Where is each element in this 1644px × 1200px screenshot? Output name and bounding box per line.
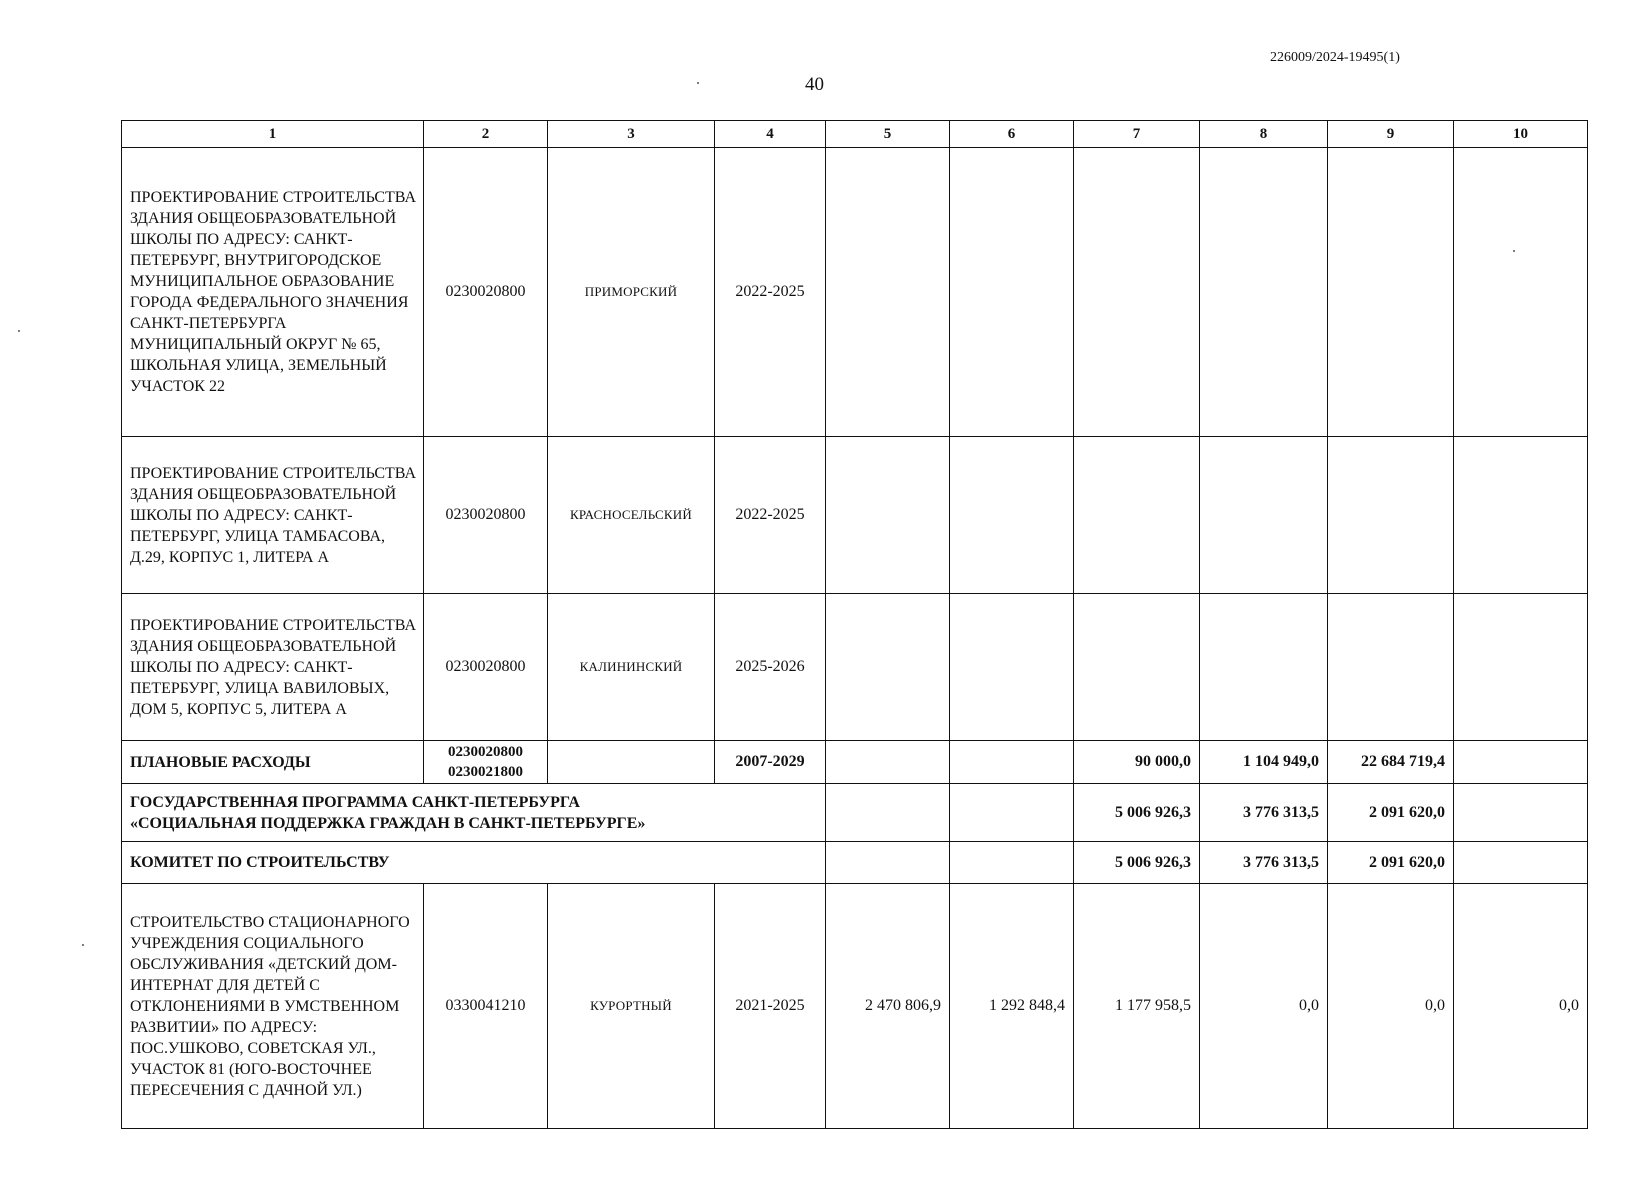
planned-code-1: 0230020800 (448, 744, 523, 760)
empty-cell (1074, 437, 1200, 594)
empty-cell (1074, 594, 1200, 741)
col-header-6: 6 (950, 121, 1074, 148)
table-row (122, 884, 1588, 1129)
empty-cell (1454, 741, 1588, 784)
budget-code: 0230020800 (424, 437, 548, 594)
col-header-2: 2 (424, 121, 548, 148)
committee-title: КОМИТЕТ ПО СТРОИТЕЛЬСТВУ (122, 842, 826, 884)
col-header-7: 7 (1074, 121, 1200, 148)
program-value-9: 2 091 620,0 (1328, 784, 1454, 842)
planned-expenses-label: ПЛАНОВЫЕ РАСХОДЫ (122, 741, 424, 784)
budget-table (121, 120, 1588, 1129)
empty-cell (950, 741, 1074, 784)
budget-code: 0330041210 (424, 884, 548, 1129)
col-header-5: 5 (826, 121, 950, 148)
empty-cell (826, 842, 950, 884)
committee-value-8: 3 776 313,5 (1200, 842, 1328, 884)
planned-code-2: 0230021800 (448, 764, 523, 780)
period: 2022-2025 (715, 148, 826, 437)
empty-cell (1328, 594, 1454, 741)
empty-cell (826, 594, 950, 741)
empty-cell (548, 741, 715, 784)
value-8: 0,0 (1200, 884, 1328, 1129)
scan-speck (18, 330, 20, 332)
scan-speck (697, 82, 699, 84)
program-title (122, 784, 826, 842)
col-header-8: 8 (1200, 121, 1328, 148)
district: КАЛИНИНСКИЙ (548, 594, 715, 741)
value-10: 0,0 (1454, 884, 1588, 1129)
committee-value-9: 2 091 620,0 (1328, 842, 1454, 884)
col-header-1: 1 (122, 121, 424, 148)
value-5: 2 470 806,9 (826, 884, 950, 1129)
object-name: СТРОИТЕЛЬСТВО СТАЦИОНАРНОГО УЧРЕЖДЕНИЯ СОЦИАЛЬНОГО ОБСЛУЖИВАНИЯ «ДЕТСКИЙ ДОМ-ИНТЕРНАТ ДЛЯ ДЕТЕЙ С ОТКЛОНЕНИЯМИ В УМСТВЕННОМ РАЗВИТИИ» ПО АДРЕСУ: ПОС.УШКОВО, СОВЕТСКАЯ УЛ., УЧАСТОК 81 (ЮГО-ВОСТОЧНЕЕ ПЕРЕСЕЧЕНИЯ С ДАЧНОЙ УЛ.) (122, 884, 424, 1129)
col-header-10: 10 (1454, 121, 1588, 148)
empty-cell (1328, 148, 1454, 437)
program-title-line-2: «СОЦИАЛЬНАЯ ПОДДЕРЖКА ГРАЖДАН В САНКТ-ПЕТЕРБУРГЕ» (130, 814, 646, 832)
period: 2022-2025 (715, 437, 826, 594)
column-number-row (122, 121, 1588, 148)
page-number: 40 (805, 74, 824, 95)
document-id: 226009/2024-19495(1) (1270, 50, 1400, 65)
planned-expenses-row (122, 741, 1588, 784)
empty-cell (950, 594, 1074, 741)
col-header-3: 3 (548, 121, 715, 148)
empty-cell (1074, 148, 1200, 437)
value-9: 0,0 (1328, 884, 1454, 1129)
object-name: ПРОЕКТИРОВАНИЕ СТРОИТЕЛЬСТВА ЗДАНИЯ ОБЩЕОБРАЗОВАТЕЛЬНОЙ ШКОЛЫ ПО АДРЕСУ: САНКТ-ПЕТЕРБУРГ, УЛИЦА ВАВИЛОВЫХ, ДОМ 5, КОРПУС 5, ЛИТЕРА А (122, 594, 424, 741)
planned-value-8: 1 104 949,0 (1200, 741, 1328, 784)
empty-cell (826, 437, 950, 594)
program-value-7: 5 006 926,3 (1074, 784, 1200, 842)
empty-cell (950, 784, 1074, 842)
empty-cell (950, 842, 1074, 884)
committee-row (122, 842, 1588, 884)
planned-value-7: 90 000,0 (1074, 741, 1200, 784)
empty-cell (1200, 594, 1328, 741)
table-row (122, 148, 1588, 437)
empty-cell (1200, 148, 1328, 437)
empty-cell (950, 437, 1074, 594)
empty-cell (1454, 784, 1588, 842)
empty-cell (826, 784, 950, 842)
empty-cell (1454, 842, 1588, 884)
district: КРАСНОСЕЛЬСКИЙ (548, 437, 715, 594)
empty-cell (826, 741, 950, 784)
program-row (122, 784, 1588, 842)
scan-speck (82, 944, 84, 946)
planned-value-9: 22 684 719,4 (1328, 741, 1454, 784)
empty-cell (1454, 437, 1588, 594)
planned-period: 2007-2029 (715, 741, 826, 784)
budget-code: 0230020800 (424, 148, 548, 437)
budget-code: 0230020800 (424, 594, 548, 741)
district: КУРОРТНЫЙ (548, 884, 715, 1129)
empty-cell (826, 148, 950, 437)
object-name: ПРОЕКТИРОВАНИЕ СТРОИТЕЛЬСТВА ЗДАНИЯ ОБЩЕОБРАЗОВАТЕЛЬНОЙ ШКОЛЫ ПО АДРЕСУ: САНКТ-ПЕТЕРБУРГ, ВНУТРИГОРОДСКОЕ МУНИЦИПАЛЬНОЕ ОБРАЗОВАНИЕ ГОРОДА ФЕДЕРАЛЬНОГО ЗНАЧЕНИЯ САНКТ-ПЕТЕРБУРГА МУНИЦИПАЛЬНЫЙ ОКРУГ № 65, ШКОЛЬНАЯ УЛИЦА, ЗЕМЕЛЬНЫЙ УЧАСТОК 22 (122, 148, 424, 437)
committee-value-7: 5 006 926,3 (1074, 842, 1200, 884)
empty-cell (1454, 594, 1588, 741)
empty-cell (1454, 148, 1588, 437)
program-title-line-1: ГОСУДАРСТВЕННАЯ ПРОГРАММА САНКТ-ПЕТЕРБУРГА (130, 793, 580, 811)
table-row (122, 594, 1588, 741)
table-row (122, 437, 1588, 594)
planned-codes (424, 741, 548, 784)
value-7: 1 177 958,5 (1074, 884, 1200, 1129)
col-header-4: 4 (715, 121, 826, 148)
program-value-8: 3 776 313,5 (1200, 784, 1328, 842)
value-6: 1 292 848,4 (950, 884, 1074, 1129)
empty-cell (1328, 437, 1454, 594)
period: 2025-2026 (715, 594, 826, 741)
period: 2021-2025 (715, 884, 826, 1129)
empty-cell (950, 148, 1074, 437)
object-name: ПРОЕКТИРОВАНИЕ СТРОИТЕЛЬСТВА ЗДАНИЯ ОБЩЕОБРАЗОВАТЕЛЬНОЙ ШКОЛЫ ПО АДРЕСУ: САНКТ-ПЕТЕРБУРГ, УЛИЦА ТАМБАСОВА, Д.29, КОРПУС 1, ЛИТЕРА А (122, 437, 424, 594)
district: ПРИМОРСКИЙ (548, 148, 715, 437)
col-header-9: 9 (1328, 121, 1454, 148)
empty-cell (1200, 437, 1328, 594)
